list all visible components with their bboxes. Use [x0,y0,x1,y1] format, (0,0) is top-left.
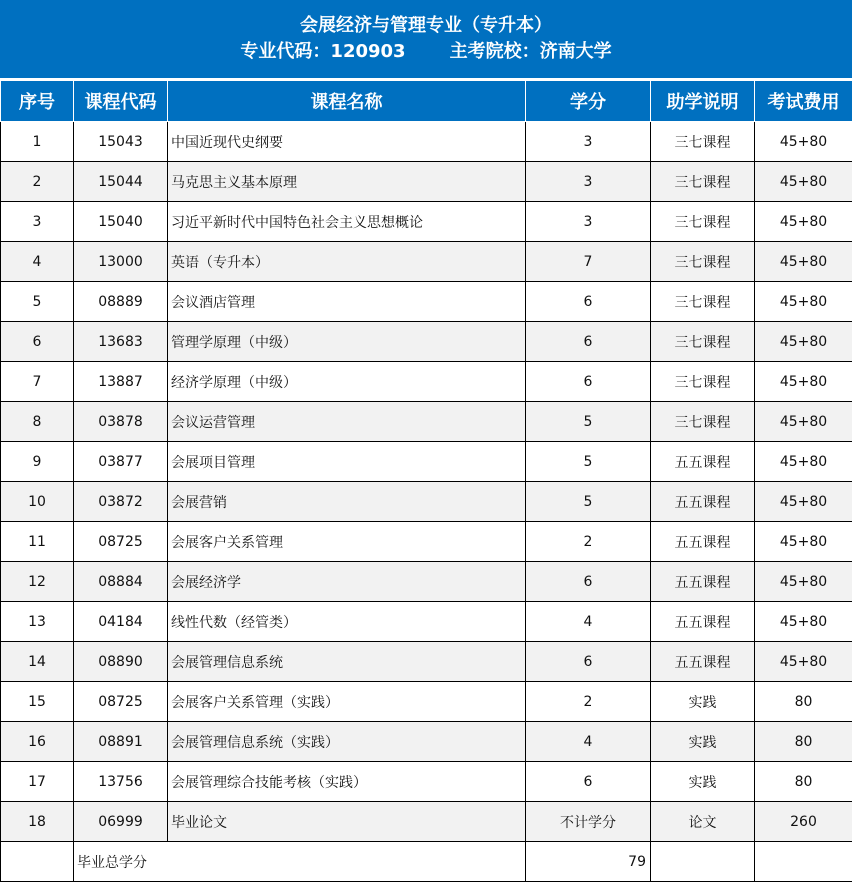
cell-index: 14 [1,642,74,682]
cell-course-name: 会展客户关系管理（实践） [168,682,526,722]
column-header-course-name: 课程名称 [168,81,526,122]
cell-fee: 45+80 [755,482,852,522]
cell-note: 五五课程 [651,602,755,642]
cell-fee: 45+80 [755,522,852,562]
cell-fee: 45+80 [755,562,852,602]
title-subline [240,39,611,65]
cell-course-code: 15040 [74,202,168,242]
total-credit-label: 毕业总学分 [74,842,526,882]
cell-credit: 不计学分 [526,802,651,842]
table-row [1,362,852,402]
total-empty-cell [1,842,74,882]
cell-credit: 3 [526,162,651,202]
cell-note: 论文 [651,802,755,842]
title-banner [0,0,852,80]
cell-note: 五五课程 [651,562,755,602]
cell-note: 实践 [651,722,755,762]
cell-note: 三七课程 [651,322,755,362]
cell-credit: 6 [526,642,651,682]
total-row [1,842,852,882]
cell-credit: 3 [526,122,651,162]
cell-fee: 45+80 [755,602,852,642]
cell-note: 三七课程 [651,402,755,442]
total-credit-value: 79 [526,842,651,882]
cell-fee: 45+80 [755,402,852,442]
cell-course-code: 13000 [74,242,168,282]
cell-course-code: 15043 [74,122,168,162]
table-row [1,642,852,682]
table-row [1,802,852,842]
cell-course-code: 03878 [74,402,168,442]
cell-course-name: 会展管理信息系统 [168,642,526,682]
table-row [1,402,852,442]
table-row [1,162,852,202]
cell-fee: 45+80 [755,202,852,242]
cell-course-name: 英语（专升本） [168,242,526,282]
cell-note: 实践 [651,762,755,802]
table-row [1,602,852,642]
cell-course-name: 会议酒店管理 [168,282,526,322]
cell-course-code: 06999 [74,802,168,842]
column-header-course-code: 课程代码 [74,81,168,122]
column-header-index: 序号 [1,81,74,122]
cell-course-name: 会展管理综合技能考核（实践） [168,762,526,802]
cell-index: 15 [1,682,74,722]
cell-course-code: 13887 [74,362,168,402]
cell-fee: 45+80 [755,642,852,682]
cell-course-name: 会展管理信息系统（实践） [168,722,526,762]
table-row [1,322,852,362]
table-row [1,202,852,242]
cell-course-name: 管理学原理（中级） [168,322,526,362]
table-row [1,762,852,802]
cell-index: 17 [1,762,74,802]
cell-credit: 6 [526,562,651,602]
cell-index: 13 [1,602,74,642]
cell-course-code: 08890 [74,642,168,682]
cell-credit: 5 [526,442,651,482]
cell-credit: 3 [526,202,651,242]
major-title: 会展经济与管理专业（专升本） [300,13,552,39]
table-row [1,562,852,602]
cell-note: 五五课程 [651,522,755,562]
cell-note: 三七课程 [651,202,755,242]
cell-course-name: 会展项目管理 [168,442,526,482]
cell-fee: 80 [755,762,852,802]
table-body [1,122,852,842]
cell-course-name: 毕业论文 [168,802,526,842]
cell-index: 4 [1,242,74,282]
cell-course-code: 13683 [74,322,168,362]
cell-note: 三七课程 [651,362,755,402]
cell-course-name: 线性代数（经管类） [168,602,526,642]
cell-index: 16 [1,722,74,762]
cell-index: 10 [1,482,74,522]
cell-index: 9 [1,442,74,482]
cell-note: 五五课程 [651,442,755,482]
table-row [1,442,852,482]
cell-course-code: 15044 [74,162,168,202]
cell-fee: 260 [755,802,852,842]
cell-course-code: 08884 [74,562,168,602]
cell-credit: 2 [526,682,651,722]
cell-course-code: 08725 [74,682,168,722]
table-header-row [1,81,852,122]
table-row [1,282,852,322]
cell-note: 三七课程 [651,162,755,202]
cell-fee: 80 [755,682,852,722]
cell-index: 18 [1,802,74,842]
cell-index: 6 [1,322,74,362]
cell-course-name: 会展经济学 [168,562,526,602]
table-row [1,522,852,562]
cell-fee: 45+80 [755,362,852,402]
cell-fee: 45+80 [755,282,852,322]
cell-index: 1 [1,122,74,162]
cell-index: 2 [1,162,74,202]
cell-note: 五五课程 [651,482,755,522]
table-row [1,122,852,162]
cell-course-code: 03872 [74,482,168,522]
cell-note: 三七课程 [651,282,755,322]
column-header-note: 助学说明 [651,81,755,122]
cell-index: 7 [1,362,74,402]
table-row [1,722,852,762]
cell-course-name: 习近平新时代中国特色社会主义思想概论 [168,202,526,242]
cell-course-code: 03877 [74,442,168,482]
cell-credit: 7 [526,242,651,282]
cell-course-code: 08889 [74,282,168,322]
cell-index: 11 [1,522,74,562]
cell-course-name: 中国近现代史纲要 [168,122,526,162]
cell-credit: 4 [526,602,651,642]
table-row [1,682,852,722]
exam-school: 主考院校：济南大学 [450,39,612,65]
course-table [0,80,852,882]
major-code: 专业代码：120903 [240,39,405,65]
cell-credit: 6 [526,322,651,362]
cell-credit: 2 [526,522,651,562]
cell-fee: 45+80 [755,162,852,202]
cell-credit: 6 [526,282,651,322]
cell-course-code: 08891 [74,722,168,762]
table-row [1,242,852,282]
cell-course-name: 马克思主义基本原理 [168,162,526,202]
cell-course-code: 04184 [74,602,168,642]
cell-fee: 45+80 [755,322,852,362]
cell-course-code: 13756 [74,762,168,802]
column-header-fee: 考试费用 [755,81,852,122]
table-row [1,482,852,522]
cell-fee: 80 [755,722,852,762]
cell-note: 三七课程 [651,122,755,162]
cell-note: 三七课程 [651,242,755,282]
cell-index: 5 [1,282,74,322]
column-header-credit: 学分 [526,81,651,122]
cell-fee: 45+80 [755,442,852,482]
cell-fee: 45+80 [755,242,852,282]
total-empty-cell [651,842,755,882]
cell-course-name: 会议运营管理 [168,402,526,442]
total-empty-cell [755,842,852,882]
cell-course-code: 08725 [74,522,168,562]
cell-credit: 6 [526,762,651,802]
cell-course-name: 会展客户关系管理 [168,522,526,562]
cell-fee: 45+80 [755,122,852,162]
cell-credit: 5 [526,402,651,442]
cell-note: 实践 [651,682,755,722]
cell-credit: 6 [526,362,651,402]
cell-course-name: 经济学原理（中级） [168,362,526,402]
cell-index: 3 [1,202,74,242]
cell-note: 五五课程 [651,642,755,682]
cell-credit: 5 [526,482,651,522]
cell-credit: 4 [526,722,651,762]
cell-index: 8 [1,402,74,442]
cell-index: 12 [1,562,74,602]
cell-course-name: 会展营销 [168,482,526,522]
